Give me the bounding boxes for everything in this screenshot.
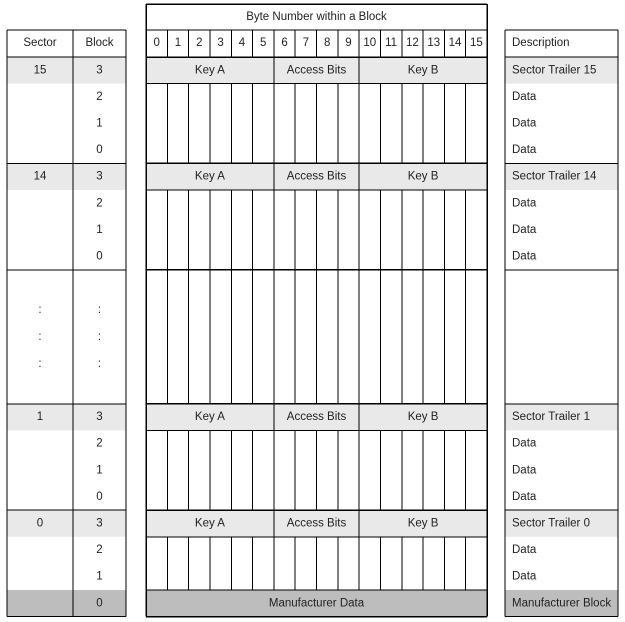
block-number: 2 (96, 197, 103, 210)
block-number: 0 (96, 490, 103, 503)
header-byte-6: 6 (281, 37, 288, 49)
header-byte-number: Byte Number within a Block (246, 11, 387, 23)
manufacturer-data-label: Manufacturer Data (268, 597, 365, 610)
block-description: Data (512, 197, 537, 210)
key-b-label: Key B (407, 517, 439, 530)
header-byte-15: 15 (469, 37, 483, 49)
key-a-label: Key A (194, 517, 225, 530)
key-a-label: Key A (194, 64, 225, 77)
key-b-label: Key B (407, 170, 439, 183)
ellipsis-block: : (97, 303, 102, 316)
block-description: Data (512, 223, 537, 236)
sector-number: 0 (36, 517, 44, 530)
block-number: 0 (96, 250, 103, 263)
access-bits-label: Access Bits (286, 64, 347, 77)
block-number: 0 (96, 144, 103, 157)
header-byte-5: 5 (260, 37, 267, 49)
block-description: Data (512, 490, 537, 503)
trailer-row-shade-left (7, 404, 126, 431)
sector-number: 1 (36, 411, 44, 424)
block-number: 1 (96, 570, 103, 583)
header-byte-11: 11 (385, 37, 398, 49)
header-description: Description (512, 37, 570, 49)
block-number: 3 (96, 170, 103, 183)
block-description: Data (512, 464, 537, 477)
block-number: 3 (96, 64, 103, 77)
block-number: 1 (96, 223, 103, 236)
key-a-label: Key A (194, 411, 225, 424)
header-byte-4: 4 (238, 37, 246, 49)
trailer-row-shade-left (7, 510, 126, 537)
header-byte-2: 2 (196, 37, 203, 49)
ellipsis-sector: : (38, 303, 42, 316)
header-byte-3: 3 (217, 37, 224, 49)
header-byte-10: 10 (363, 37, 377, 49)
access-bits-label: Access Bits (286, 411, 347, 424)
block-description: Data (512, 570, 537, 583)
block-description: Data (512, 144, 537, 157)
key-a-label: Key A (194, 170, 225, 183)
ellipsis-sector: : (38, 357, 42, 370)
block-number: 1 (96, 117, 103, 130)
block-number: 2 (96, 544, 103, 557)
trailer-row-shade-left (7, 57, 126, 84)
key-b-label: Key B (407, 411, 439, 424)
block-description: Sector Trailer 0 (512, 517, 590, 530)
ellipsis-block: : (97, 330, 102, 343)
block-description: Sector Trailer 15 (512, 64, 597, 77)
block-number: 3 (96, 411, 103, 424)
header-byte-13: 13 (427, 37, 441, 49)
header-byte-8: 8 (323, 37, 331, 49)
header-byte-0: 0 (153, 37, 160, 49)
header-byte-1: 1 (174, 37, 182, 49)
block-number: 0 (96, 597, 103, 610)
key-b-label: Key B (407, 64, 439, 77)
ellipsis-block: : (97, 357, 102, 370)
block-description: Sector Trailer 1 (512, 411, 590, 424)
ellipsis-sector: : (38, 330, 42, 343)
header-byte-9: 9 (345, 37, 352, 49)
access-bits-label: Access Bits (286, 170, 347, 183)
block-description: Manufacturer Block (512, 597, 612, 610)
block-description: Data (512, 544, 537, 557)
block-number: 3 (96, 517, 103, 530)
sector-number: 15 (33, 64, 47, 77)
header-block: Block (85, 37, 114, 49)
block-description: Sector Trailer 14 (512, 170, 597, 183)
block-description: Data (512, 250, 537, 263)
block-number: 2 (96, 90, 103, 103)
block-description: Data (512, 117, 537, 130)
trailer-row-shade-left (7, 163, 126, 190)
block-number: 2 (96, 437, 103, 450)
sector-number: 14 (33, 170, 47, 183)
header-sector: Sector (23, 37, 57, 49)
header-byte-7: 7 (302, 37, 310, 49)
header-byte-12: 12 (406, 37, 419, 49)
block-description: Data (512, 437, 537, 450)
access-bits-label: Access Bits (286, 517, 347, 530)
block-number: 1 (96, 464, 103, 477)
block-description: Data (512, 90, 537, 103)
header-byte-14: 14 (448, 37, 462, 49)
manufacturer-row-shade-left (7, 590, 126, 617)
